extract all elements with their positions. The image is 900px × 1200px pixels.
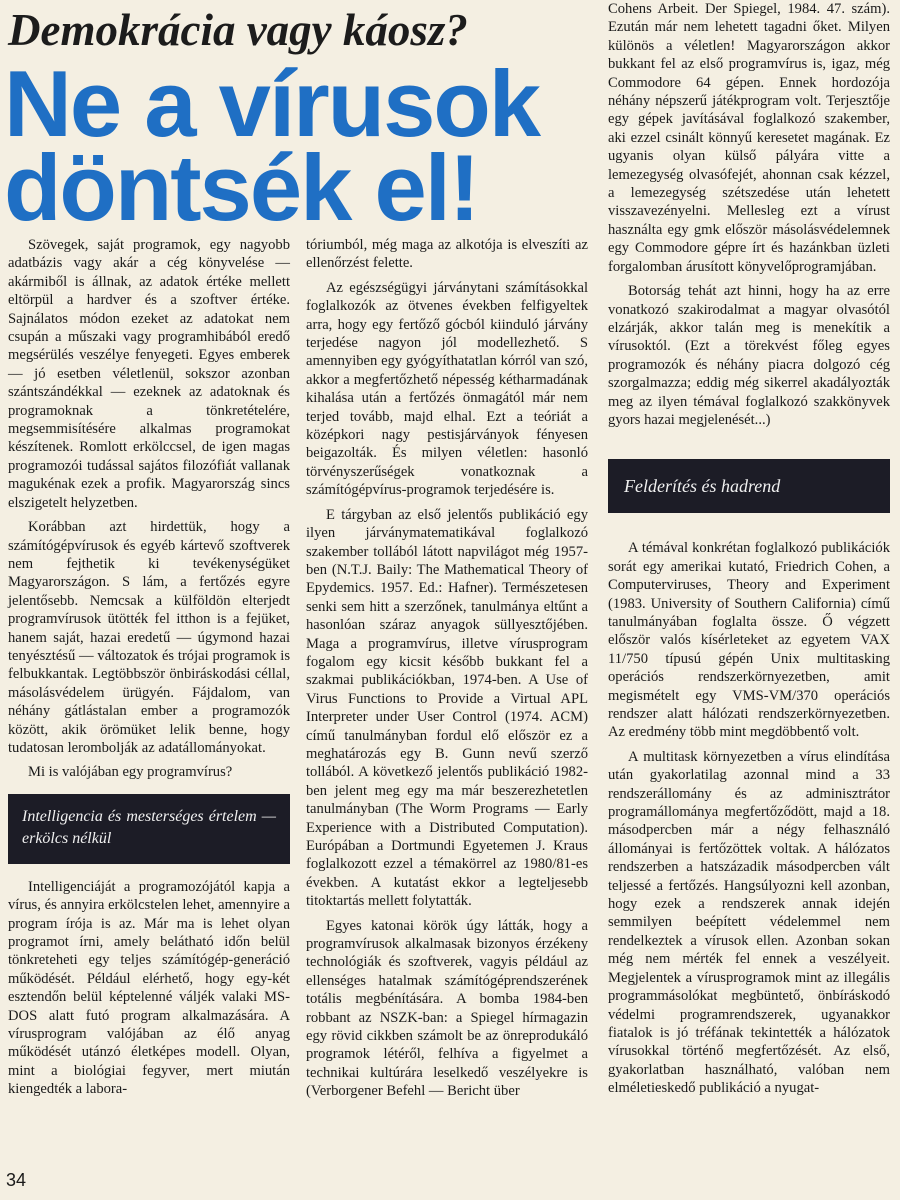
column-1 (8, 236, 290, 1105)
paragraph: Intelligenciáját a programozójától kapja a vírus, és annyira erkölcstelen lehet, amennyire a program írója is az. Már ma is lehet olyan programot írni, amely belátható időn belül tönkreteheti egy teljes számítógép-generáció működését. Például elérhető, hogy egy-két esztendőn belül képtelenné váljék valaki MS-DOS alatt futó program alkalmazására. A vírusprogram valójában az élő anyag működését utánzó életképes modell. Olyan, mint a biológiai fegyver, mert miután kiengedték a labora- (8, 878, 290, 1098)
headline-line-2: döntsék el! (4, 135, 479, 240)
paragraph: Egyes katonai körök úgy látták, hogy a programvírusok alkalmasak bizonyos érzékeny technológiák és szoftverek, vagyis például az ellenséges hatalmak számítógéprendszerének totális megbénítására. A bomba 1984-ben robbant az NSZK-ban: a Spiegel hírmagazin egy rövid cikkben számolt be az önreprodukáló programok létéről, felhíva a figyelmet a technikai kultúrára leselkedő veszélyekre is (Verborgener Befehl — Bericht über (306, 917, 588, 1100)
paragraph: Szövegek, saját programok, egy nagyobb adatbázis vagy akár a cég könyvelése — akármiből is állnak, az adatok értéke mellett eltörpül a hardver és a szoftver értéke. Sajnálatos módon ezeket az adatokat nem csupán a műszaki vagy programhibából eredő megsérülés veszélye fenyegeti. Egyes emberek — jó esetben véletlenül, sokszor azonban szántszándékkal — ezeknek az adatoknak és programoknak a tönkretételére, megsemmisítésére alkalmas programokat készítenek. Romlott erkölccsel, de igen magas programozói tudással sajátos filozófiát vallanak magukénak ezek a profik. Magyarország sincs elszigetelt helyzetben. (8, 237, 290, 511)
paragraph: Mi is valójában egy programvírus? (28, 764, 233, 781)
column-3 (608, 0, 890, 1104)
paragraph: A témával konkrétan foglalkozó publikációk sorát egy amerikai kutató, Friedrich Cohen, a Computerviruses, Theory and Experiment (1983. University of Southern California) című tanulmányában foglalta össze. Ő végzett először valós kísérleteket az egyetem VAX 11/750 típusú gépén Unix multitasking operációs rendszerkörnyezetben, amit megismételt egy VMS-VM/370 operációs rendszer alatt hálózati rendszerkörnyezetben. Az eredmény több mint megdöbbentő volt. (608, 540, 890, 741)
page-number: 34 (6, 1170, 27, 1190)
paragraph: Botorság tehát azt hinni, hogy ha az erre vonatkozó szakirodalmat a magyar olvasótól elzárják, akkor talán meg is menekítik a vírusoktól. (Ezt a törekvést főleg egyes programozók és néhány piacra dolgozó cég szorgalmazza; eddig még sikerrel akadályozták meg az ilyen témával foglalkozó szakkönyvek gyors hazai megjelenését...) (608, 283, 890, 428)
section-heading-box: Intelligencia és mesterséges értelem — erkölcs nélkül (8, 794, 290, 864)
paragraph: tóriumból, még maga az alkotója is elveszíti az ellenőrzést felette. (306, 237, 588, 272)
paragraph: E tárgyban az első jelentős publikáció egy ilyen járványmatematikával foglalkozó szakember tollából látott napvilágot még 1957-ben (N.T.J. Baily: The Mathematical Theory of Epydemics. 1957. Ed.: Hafner). Természetesen senki sem hitt a szerzőnek, tanulmánya eltűnt a hasonlóan száraz anyagok süllyesztőjében. Maga a programvírus, illetve vírusprogram fogalom egy kicsit később bukkant fel a szakmai publikációkban, 1974-ben. A Use of Virus Functions to Provide a Virtual APL Interpreter under User Control (1974. ACM) című tanulmányban fordul elő először ez a meghatározás egy B. Gunn nevű szerző tollából. A következő jelentős publikáció 1982-ben jelent meg egy ma már beszerezhetetlen tanulmányban (The Worm Programs — Early Experience with a Distributed Computation). Európában a Dortmundi Egyetemen J. Kraus foglalkozott ezzel a témakörrel az 1980/81-es években. A kutatást ekkor a legteljesebb titoktartás mellett folytatták. (306, 506, 588, 910)
paragraph: Az egészségügyi járványtani számításokkal foglalkozók az ötvenes években felfigyeltek arra, hogy egy fertőző gócból kiinduló járvány terjedése nagyon jól modellezhető. S amennyiben egy gyógyíthatatlan kórról van szó, akkor a megfertőzhető népesség kétharmadának kihalása után a fertőzés önmagától már nem terjed tovább, majd elhal. Ezt a teóriát a középkori nagy pestisjárványok fényesen beigazolták. És milyen véletlen: hasonló törvényszerűségek vonatkoznak a számítógépvírus-programok terjedésére is. (306, 279, 588, 499)
paragraph: Cohens Arbeit. Der Spiegel, 1984. 47. szám). Ezután már nem lehetett tagadni őket. Milyen különös a véletlen! Magyarországon akkor bukkant fel az első programvírus is, igaz, még Commodore 64 gépen. Ennek hordozója néhány népszerű játékprogram volt. Terjesztője egy gépek javításával foglalkozó szakember, aki ezzel csinált könnyű keresetet magának. Ez ugyanis olyan külső pályára vitte a lemezegység olvasófejét, ahonnan csak kézzel, a lemezegység szétszedése után lehetett visszavezényelni. Mellesleg ezt a vírust használta egy gmk először másolásvédelemnek egy Commodore gépre írt és hazánkban üzleti forgalomban árusított könyvelőprogramjában. (608, 1, 890, 275)
column-2 (306, 236, 588, 1107)
kicker-title: Demokrácia vagy káosz? (8, 5, 468, 55)
headline-line-1: Ne a vírusok (4, 51, 540, 156)
paragraph: Korábban azt hirdettük, hogy a számítógépvírusok és egyéb kártevő szoftverek nem fejthetik ki tevékenységüket Magyarországon. S lám, a fertőzés egyre jelentősebb. Nemcsak a külföldön elterjedt programvírusok ütötték fel itthon is a fejüket, hanem saját, hazai eredetű — úgymond hazai tenyésztésű — változatok és trójai programok is felbukkantak. Legtöbbször önbiráskodási céllal, másolásvédelem ürügyén. Fájdalom, van néhány gátlástalan ember a programozók között, akik örömüket lelik benne, hogy tudatosan lerombolják az adatállományokat. (8, 519, 290, 756)
paragraph: A multitask környezetben a vírus elindítása után gyakorlatilag azonnal mind a 33 rendszerállomány és az adminisztrátor programállománya megfertőződött, majd a 18. másodpercben már a négy felhasználó állományai is fertőzöttek voltak. A hálózatos rendszerben a hatszázadik másodpercben vált teljessé a fertőzés. Hangsúlyozni kell azonban, hogy ezek a rendszerek annak idején semmilyen beépített védelemmel nem rendelkeztek a vírusok ellen. Azonban sokan még nem mérték fel ennek a veszélyeit. Megjelentek a vírusprogramok mint az illegális programmásolókat megbüntető, önbíráskodó védelmi programrendszerek, ugyanakkor fiatalok is jó tréfának tekintették a hálózatok vírusokkal történő megfertőzését. Az első, gyakorlatban használható, valóban nem elméletieskedő publikáció a nyugat- (608, 748, 890, 1097)
section-heading-box: Felderítés és hadrend (608, 459, 890, 513)
